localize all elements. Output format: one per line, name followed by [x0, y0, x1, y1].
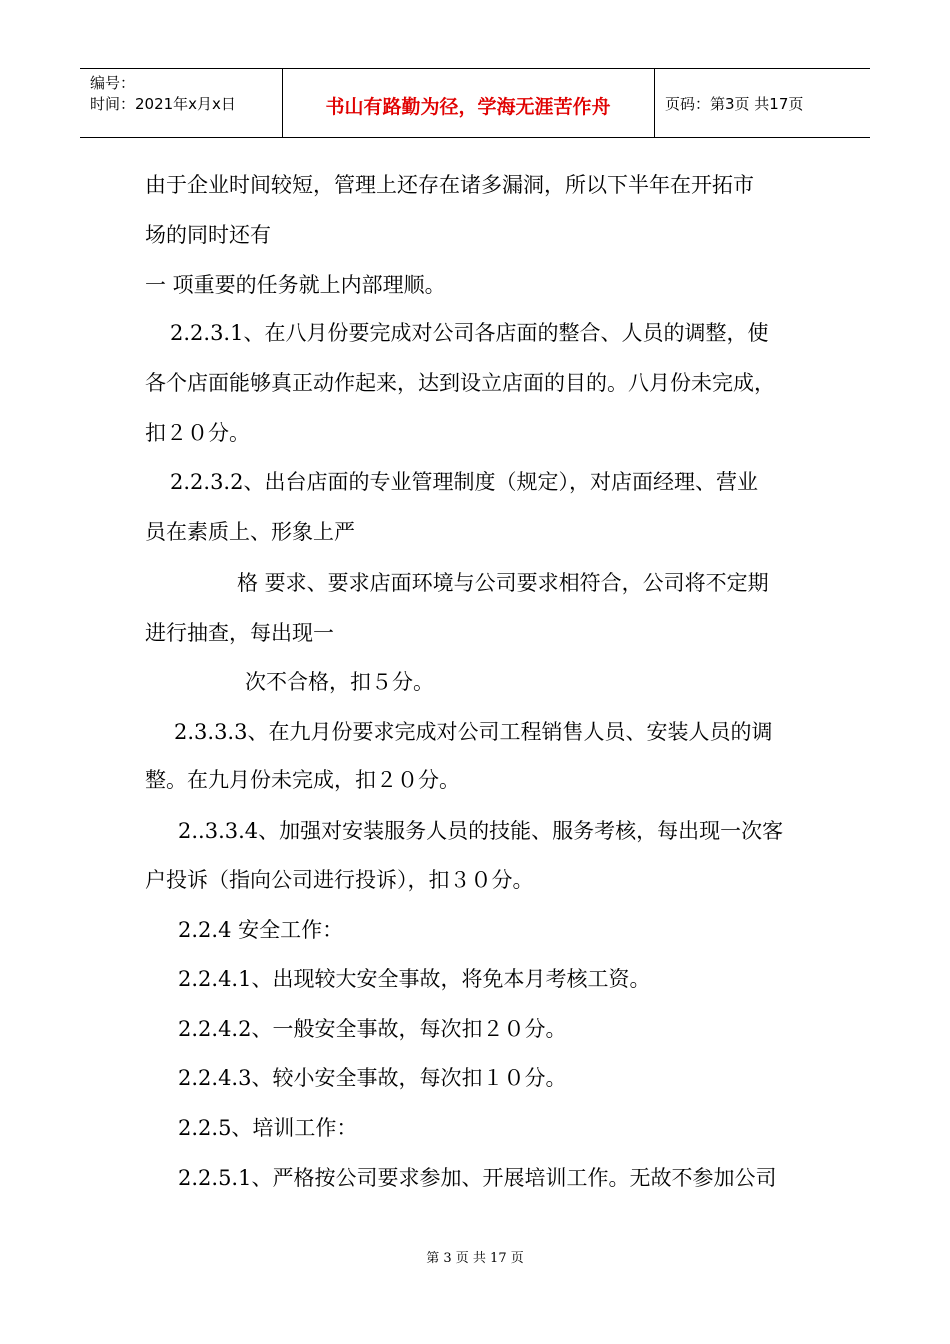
body-line: 整。在九月份未完成，扣２０分。 — [145, 768, 460, 792]
body-line: 2.2.5、培训工作： — [178, 1116, 358, 1140]
body-line: 2.2.5.1、严格按公司要求参加、开展培训工作。无故不参加公司 — [178, 1166, 777, 1190]
body-line: 2.2.3.1、在八月份要完成对公司各店面的整合、人员的调整，使 — [170, 321, 769, 345]
body-line: 2..3.3.4、加强对安装服务人员的技能、服务考核，每出现一次客 — [178, 819, 784, 843]
body-line: 2.3.3.3、在九月份要求完成对公司工程销售人员、安装人员的调 — [174, 720, 773, 744]
body-line: 2.2.4.3、较小安全事故，每次扣１０分。 — [178, 1066, 567, 1090]
header-page-cell — [655, 69, 870, 137]
time-label: 时间：2021年x月x日 — [90, 95, 236, 113]
page-number-label: 页码：第3页 共17页 — [665, 95, 804, 113]
body-line: 员在素质上、形象上严 — [145, 520, 355, 544]
body-line: 2.2.3.2、出台店面的专业管理制度（规定），对店面经理、营业 — [170, 470, 758, 494]
number-label: 编号： — [90, 74, 136, 92]
body-line: 2.2.4.1、出现较大安全事故，将免本月考核工资。 — [178, 967, 651, 991]
body-line: 进行抽查，每出现一 — [145, 621, 334, 645]
body-line: 扣２０分。 — [145, 421, 250, 445]
body-line: 户投诉（指向公司进行投诉），扣３０分。 — [145, 868, 534, 892]
page-footer: 第 3 页 共 17 页 — [426, 1251, 524, 1266]
body-line: 次不合格，扣５分。 — [245, 670, 434, 694]
body-line: 一 项重要的任务就上内部理顺。 — [145, 273, 446, 297]
body-line: 2.2.4.2、一般安全事故，每次扣２０分。 — [178, 1017, 567, 1041]
header-info-cell — [80, 69, 283, 137]
body-line: 2.2.4 安全工作： — [178, 918, 344, 942]
body-line: 格 要求、要求店面环境与公司要求相符合，公司将不定期 — [237, 571, 769, 595]
header-motto-cell — [282, 69, 655, 137]
body-line: 各个店面能够真正动作起来，达到设立店面的目的。八月份未完成， — [145, 371, 775, 395]
motto-text: 书山有路勤为径，学海无涯苦作舟 — [325, 96, 611, 118]
page-header — [80, 68, 870, 138]
body-line: 场的同时还有 — [145, 223, 271, 247]
body-line: 由于企业时间较短，管理上还存在诸多漏洞，所以下半年在开拓市 — [145, 173, 754, 197]
